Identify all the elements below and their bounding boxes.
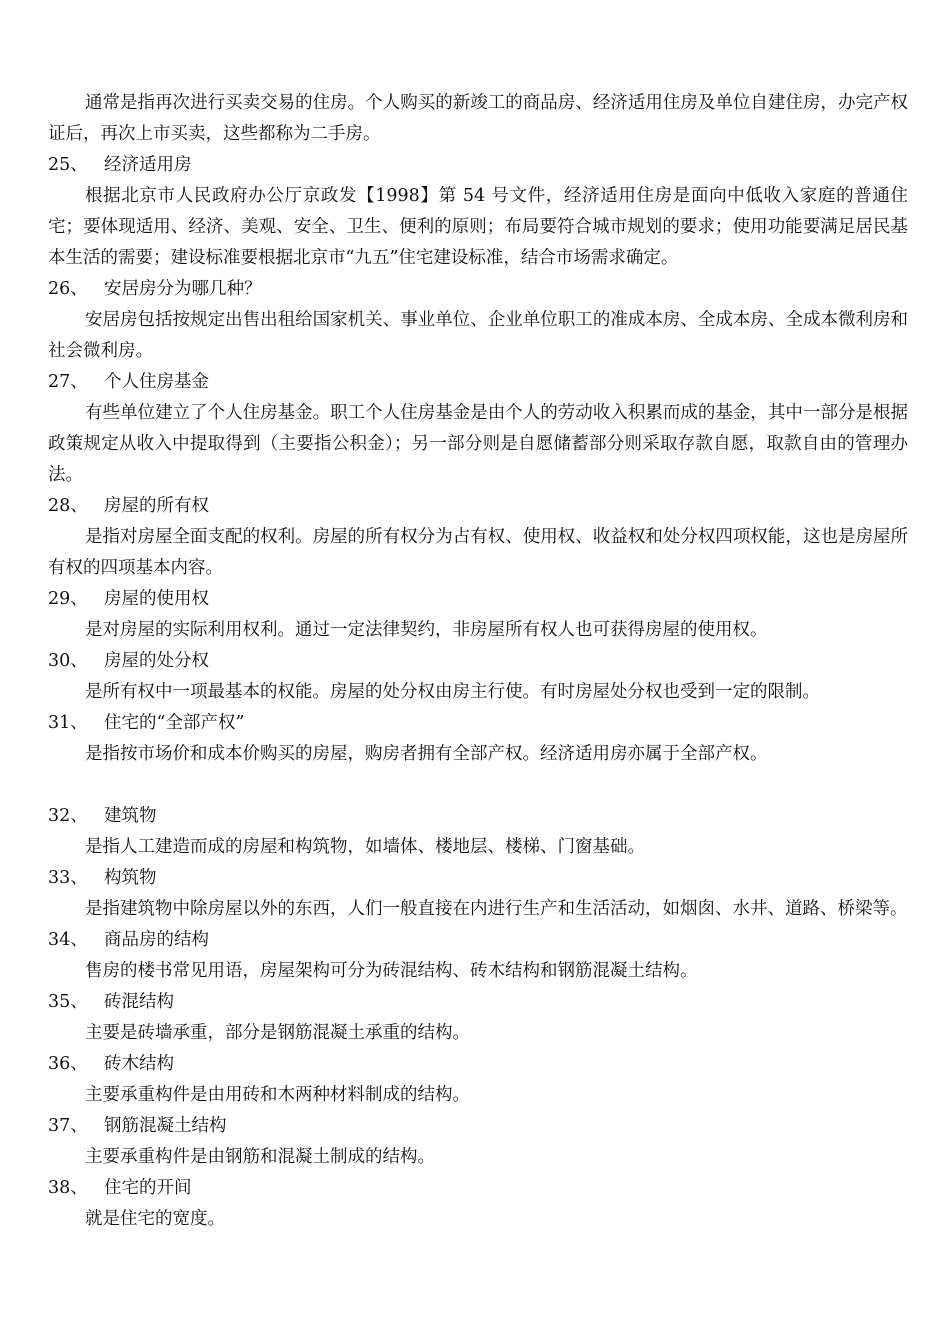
item-body: 是指建筑物中除房屋以外的东西，人们一般直接在内进行生产和生活活动，如烟囱、水井、道路、桥梁等。	[85, 899, 908, 919]
blank-line	[48, 770, 908, 801]
item-26	[48, 274, 908, 367]
item-body: 主要承重构件是由用砖和木两种材料制成的结构。	[85, 1085, 470, 1105]
item-33	[48, 863, 908, 925]
item-heading	[48, 1049, 908, 1080]
item-number: 38、	[48, 1178, 88, 1198]
item-heading	[48, 863, 908, 894]
item-number: 37、	[48, 1116, 88, 1136]
item-number: 32、	[48, 806, 88, 826]
item-heading	[48, 925, 908, 956]
item-body: 安居房包括按规定出售出租给国家机关、事业单位、企业单位职工的准成本房、全成本房、全成本微利房和社会微利房。	[48, 310, 908, 361]
item-number: 28、	[48, 496, 88, 516]
item-number: 33、	[48, 868, 88, 888]
item-title: 砖混结构	[104, 992, 174, 1012]
item-body: 是对房屋的实际利用权利。通过一定法律契约，非房屋所有权人也可获得房屋的使用权。	[85, 620, 768, 640]
item-number: 30、	[48, 651, 88, 671]
item-heading	[48, 708, 908, 739]
item-title: 构筑物	[104, 868, 157, 888]
item-body: 主要承重构件是由钢筋和混凝土制成的结构。	[85, 1147, 435, 1167]
item-body: 是指人工建造而成的房屋和构筑物，如墙体、楼地层、楼梯、门窗基础。	[85, 837, 645, 857]
item-28	[48, 491, 908, 584]
item-heading	[48, 491, 908, 522]
item-body: 有些单位建立了个人住房基金。职工个人住房基金是由个人的劳动收入积累而成的基金，其中一部分是根据政策规定从收入中提取得到（主要指公积金）；另一部分则是自愿储蓄部分则采取存款自愿，取款自由的管理办法。	[48, 403, 908, 485]
item-heading	[48, 1173, 908, 1204]
item-heading	[48, 987, 908, 1018]
document-page	[48, 88, 908, 1235]
item-37	[48, 1111, 908, 1173]
item-title: 钢筋混凝土结构	[104, 1116, 227, 1136]
item-36	[48, 1049, 908, 1111]
item-title: 房屋的所有权	[104, 496, 209, 516]
item-heading	[48, 367, 908, 398]
item-title: 住宅的开间	[104, 1178, 192, 1198]
item-30	[48, 646, 908, 708]
item-body: 就是住宅的宽度。	[85, 1209, 225, 1229]
item-number: 35、	[48, 992, 88, 1012]
item-31	[48, 708, 908, 770]
item-35	[48, 987, 908, 1049]
item-34	[48, 925, 908, 987]
item-body: 主要是砖墙承重，部分是钢筋混凝土承重的结构。	[85, 1023, 470, 1043]
item-title: 商品房的结构	[104, 930, 209, 950]
item-title: 房屋的使用权	[104, 589, 209, 609]
item-heading	[48, 801, 908, 832]
item-title: 房屋的处分权	[104, 651, 209, 671]
item-title: 住宅的“全部产权”	[104, 713, 245, 733]
item-number: 31、	[48, 713, 88, 733]
item-27	[48, 367, 908, 491]
item-number: 36、	[48, 1054, 88, 1074]
item-body: 售房的楼书常见用语，房屋架构可分为砖混结构、砖木结构和钢筋混凝土结构。	[85, 961, 698, 981]
item-number: 29、	[48, 589, 88, 609]
item-number: 26、	[48, 279, 88, 299]
item-25	[48, 150, 908, 274]
item-heading	[48, 274, 908, 305]
item-heading	[48, 150, 908, 181]
item-heading	[48, 1111, 908, 1142]
item-number: 27、	[48, 372, 88, 392]
item-number: 25、	[48, 155, 88, 175]
item-heading	[48, 584, 908, 615]
item-title: 经济适用房	[104, 155, 192, 175]
item-title: 安居房分为哪几种？	[104, 279, 262, 299]
item-body: 是指按市场价和成本价购买的房屋，购房者拥有全部产权。经济适用房亦属于全部产权。	[85, 744, 768, 764]
item-heading	[48, 646, 908, 677]
item-number: 34、	[48, 930, 88, 950]
item-body: 根据北京市人民政府办公厅京政发【1998】第 54 号文件，经济适用住房是面向中低收入家庭的普通住宅；要体现适用、经济、美观、安全、卫生、便利的原则；布局要符合城市规划的要求；使用功能要满足居民基本生活的需要；建设标准要根据北京市“九五”住宅建设标准，结合市场需求确定。	[48, 186, 908, 268]
item-body: 是所有权中一项最基本的权能。房屋的处分权由房主行使。有时房屋处分权也受到一定的限制。	[85, 682, 820, 702]
intro-paragraph: 通常是指再次进行买卖交易的住房。个人购买的新竣工的商品房、经济适用住房及单位自建住房，办完产权证后，再次上市买卖，这些都称为二手房。	[48, 93, 908, 144]
item-body: 是指对房屋全面支配的权利。房屋的所有权分为占有权、使用权、收益权和处分权四项权能，这也是房屋所有权的四项基本内容。	[48, 527, 908, 578]
item-title: 建筑物	[104, 806, 157, 826]
item-title: 砖木结构	[104, 1054, 174, 1074]
item-38	[48, 1173, 908, 1235]
item-32	[48, 801, 908, 863]
item-title: 个人住房基金	[104, 372, 209, 392]
item-29	[48, 584, 908, 646]
